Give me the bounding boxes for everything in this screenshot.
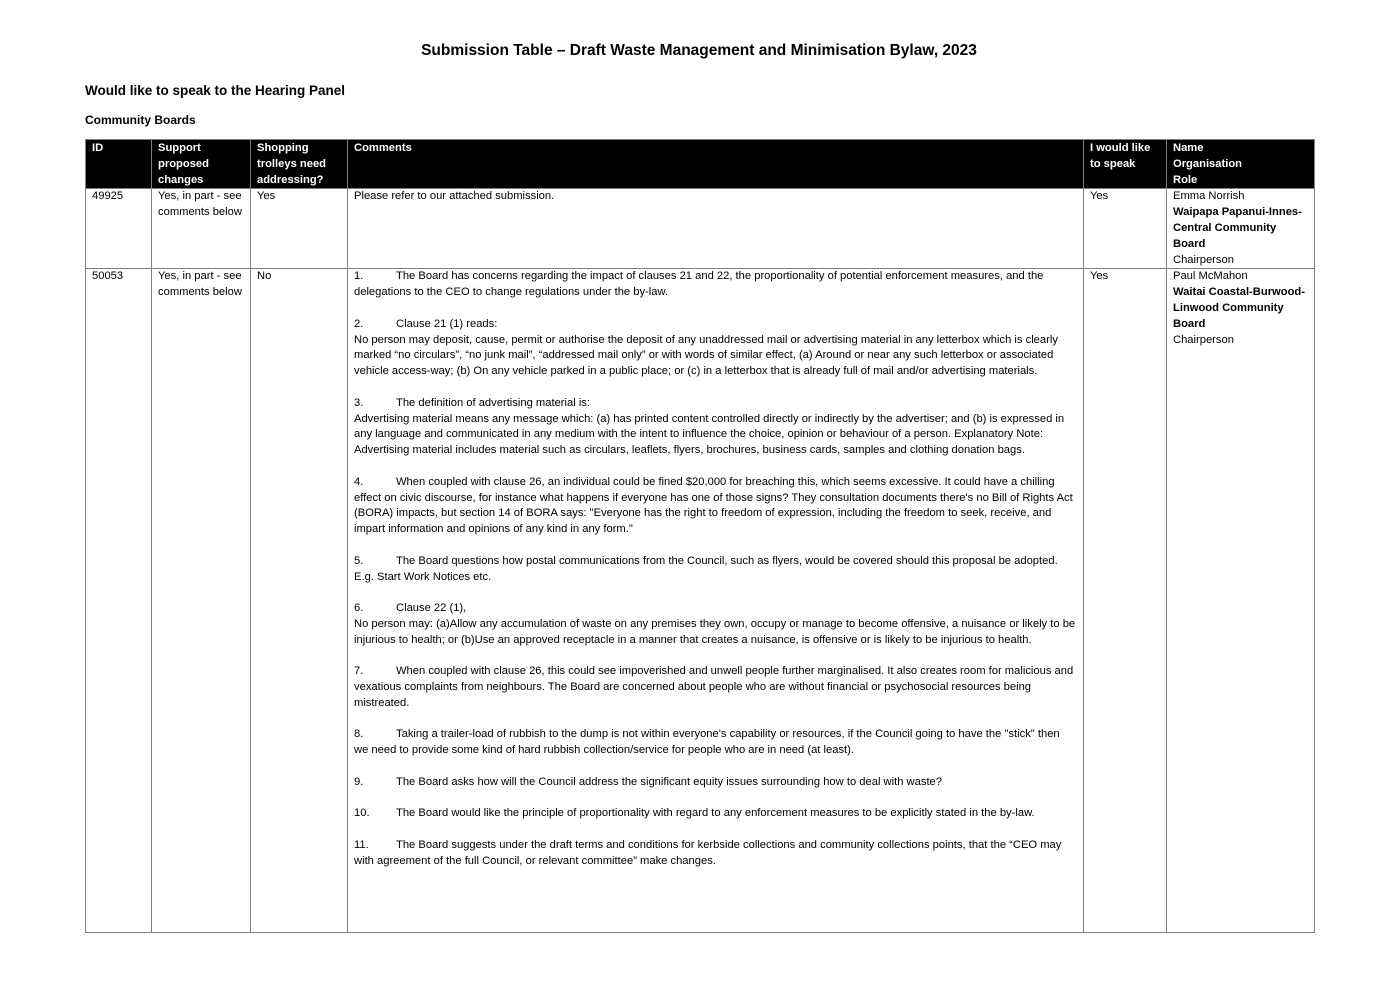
header-name-org-role (1167, 140, 1315, 189)
comment-paragraph (354, 806, 1077, 822)
header-support: Support proposed changes (152, 140, 251, 189)
paragraph-body: Advertising material means any message which: (a) has printed content controlled directly or indirectly by the advertiser; and (b) is expressed in any language and communicated in any medium with the intent to influence the choice, opinion or behaviour of a person. Explanatory Note: Advertising material includes material such as circulars, leaflets, flyers, brochures, business cards, samples and clothing donation bags. (354, 412, 1065, 457)
header-organisation: Organisation (1173, 157, 1242, 170)
cell-support: Yes, in part - see comments below (152, 189, 251, 269)
paragraph-number: 6. (354, 602, 364, 615)
section-heading: Would like to speak to the Hearing Panel (85, 83, 346, 98)
cell-support: Yes, in part - see comments below (152, 269, 251, 933)
paragraph-number: 11. (354, 839, 369, 852)
paragraph-number: 7. (354, 665, 364, 678)
comment-paragraph (354, 554, 1077, 586)
paragraph-text: The Board asks how will the Council address the significant equity issues surrounding how to deal with waste? (396, 775, 942, 788)
submitter-name: Paul McMahon (1173, 270, 1248, 283)
paragraph-text: Clause 22 (1), (396, 602, 467, 615)
cell-speak: Yes (1084, 189, 1167, 269)
paragraph-text: Clause 21 (1) reads: (396, 317, 498, 330)
submission-table (85, 139, 1315, 933)
table-row (86, 269, 1315, 933)
cell-comments (348, 269, 1084, 933)
paragraph-number: 2. (354, 317, 364, 330)
cell-speak: Yes (1084, 269, 1167, 933)
header-comments: Comments (348, 140, 1084, 189)
cell-name-org-role (1167, 269, 1315, 933)
comment-paragraph (354, 727, 1077, 759)
table-header-row (86, 140, 1315, 189)
header-role: Role (1173, 173, 1198, 186)
comment-paragraph (354, 396, 1077, 459)
cell-id: 49925 (86, 189, 152, 269)
paragraph-number: 4. (354, 475, 364, 488)
paragraph-number: 5. (354, 554, 364, 567)
cell-name-org-role (1167, 189, 1315, 269)
comment-paragraph (354, 269, 1077, 301)
document-title: Submission Table – Draft Waste Management and Minimisation Bylaw, 2023 (421, 42, 977, 59)
paragraph-text: The Board has concerns regarding the impact of clauses 21 and 22, the proportionality of potential enforcement measures, and the delegations to the CEO to change regulations under the by-law. (354, 270, 1044, 299)
header-speak: I would like to speak (1084, 140, 1167, 189)
cell-trolleys: Yes (251, 189, 348, 269)
paragraph-body: No person may deposit, cause, permit or authorise the deposit of any unaddressed mail or advertising material in any letterbox which is clearly marked “no circulars”, “no junk mail”, “addressed mail only” or with words of similar effect, (a) Around or near any such letterbox or associated vehicle access-way; (b) On any vehicle parked in a public place; or (c) in a letterbox that is already full of mail and/or advertising materials. (354, 333, 1058, 378)
paragraph-number: 3. (354, 396, 364, 409)
cell-trolleys: No (251, 269, 348, 933)
paragraph-text: When coupled with clause 26, an individual could be fined $20,000 for breaching this, which seems excessive. It could have a chilling effect on civic discourse, for instance what happens if everyone has one of those signs? They consultation documents there's no Bill of Rights Act (BORA) impacts, but section 14 of BORA says: "Everyone has the right to freedom of expression, including the freedom to seek, receive, and impart information and opinions of any kind in any form." (354, 475, 1073, 536)
paragraph-number: 8. (354, 728, 364, 741)
table-row (86, 189, 1315, 269)
header-trolleys: Shopping trolleys need addressing? (251, 140, 348, 189)
paragraph-text: The Board questions how postal communications from the Council, such as flyers, would be covered should this proposal be adopted. E.g. Start Work Notices etc. (354, 554, 1058, 583)
header-name: Name (1173, 142, 1204, 154)
paragraph-number: 9. (354, 775, 364, 788)
submitter-organisation: Waipapa Papanui-Innes-Central Community Board (1173, 206, 1302, 250)
cell-comments (348, 189, 1084, 269)
comment-paragraph (354, 601, 1077, 648)
paragraph-text: The Board suggests under the draft terms and conditions for kerbside collections and community collections points, that the “CEO may with agreement of the full Council, or relevant committee” make changes. (354, 839, 1062, 867)
submitter-organisation: Waitai Coastal-Burwood-Linwood Community Board (1173, 286, 1305, 330)
paragraph-text: When coupled with clause 26, this could see impoverished and unwell people further marginalised. It also creates room for malicious and vexatious complaints from neighbours. The Board are concerned about people who are without financial or psychosocial resources being mistreated. (354, 665, 1074, 709)
paragraph-number: 1. (354, 270, 364, 283)
submitter-name: Emma Norrish (1173, 190, 1245, 203)
comment-paragraph (354, 317, 1077, 380)
comment-paragraph (354, 664, 1077, 711)
paragraph-text: The Board would like the principle of proportionality with regard to any enforcement measures to be explicitly stated in the by-law. (396, 807, 1035, 820)
header-id: ID (86, 140, 152, 189)
subsection-heading: Community Boards (85, 113, 196, 127)
cell-id: 50053 (86, 269, 152, 933)
comment-paragraph (354, 838, 1077, 870)
paragraph-text: Taking a trailer-load of rubbish to the dump is not within everyone's capability or resources, if the Council going to have the "stick" then we need to provide some kind of hard rubbish collection/service for people who are in need (at least). (354, 728, 1060, 757)
submitter-role: Chairperson (1173, 253, 1234, 266)
paragraph-number: 10. (354, 807, 370, 820)
comment-paragraph (354, 775, 1077, 791)
paragraph-text: The definition of advertising material is: (396, 396, 591, 409)
submitter-role: Chairperson (1173, 333, 1234, 346)
comment-paragraph (354, 475, 1077, 538)
paragraph-body: No person may: (a)Allow any accumulation of waste on any premises they own, occupy or manage to become offensive, a nuisance or likely to be injurious to health; or (b)Use an approved receptacle in a manner that creates a nuisance, is offensive or is likely to be injurious to health. (354, 617, 1076, 646)
comment-paragraph: Please refer to our attached submission. (354, 190, 555, 203)
